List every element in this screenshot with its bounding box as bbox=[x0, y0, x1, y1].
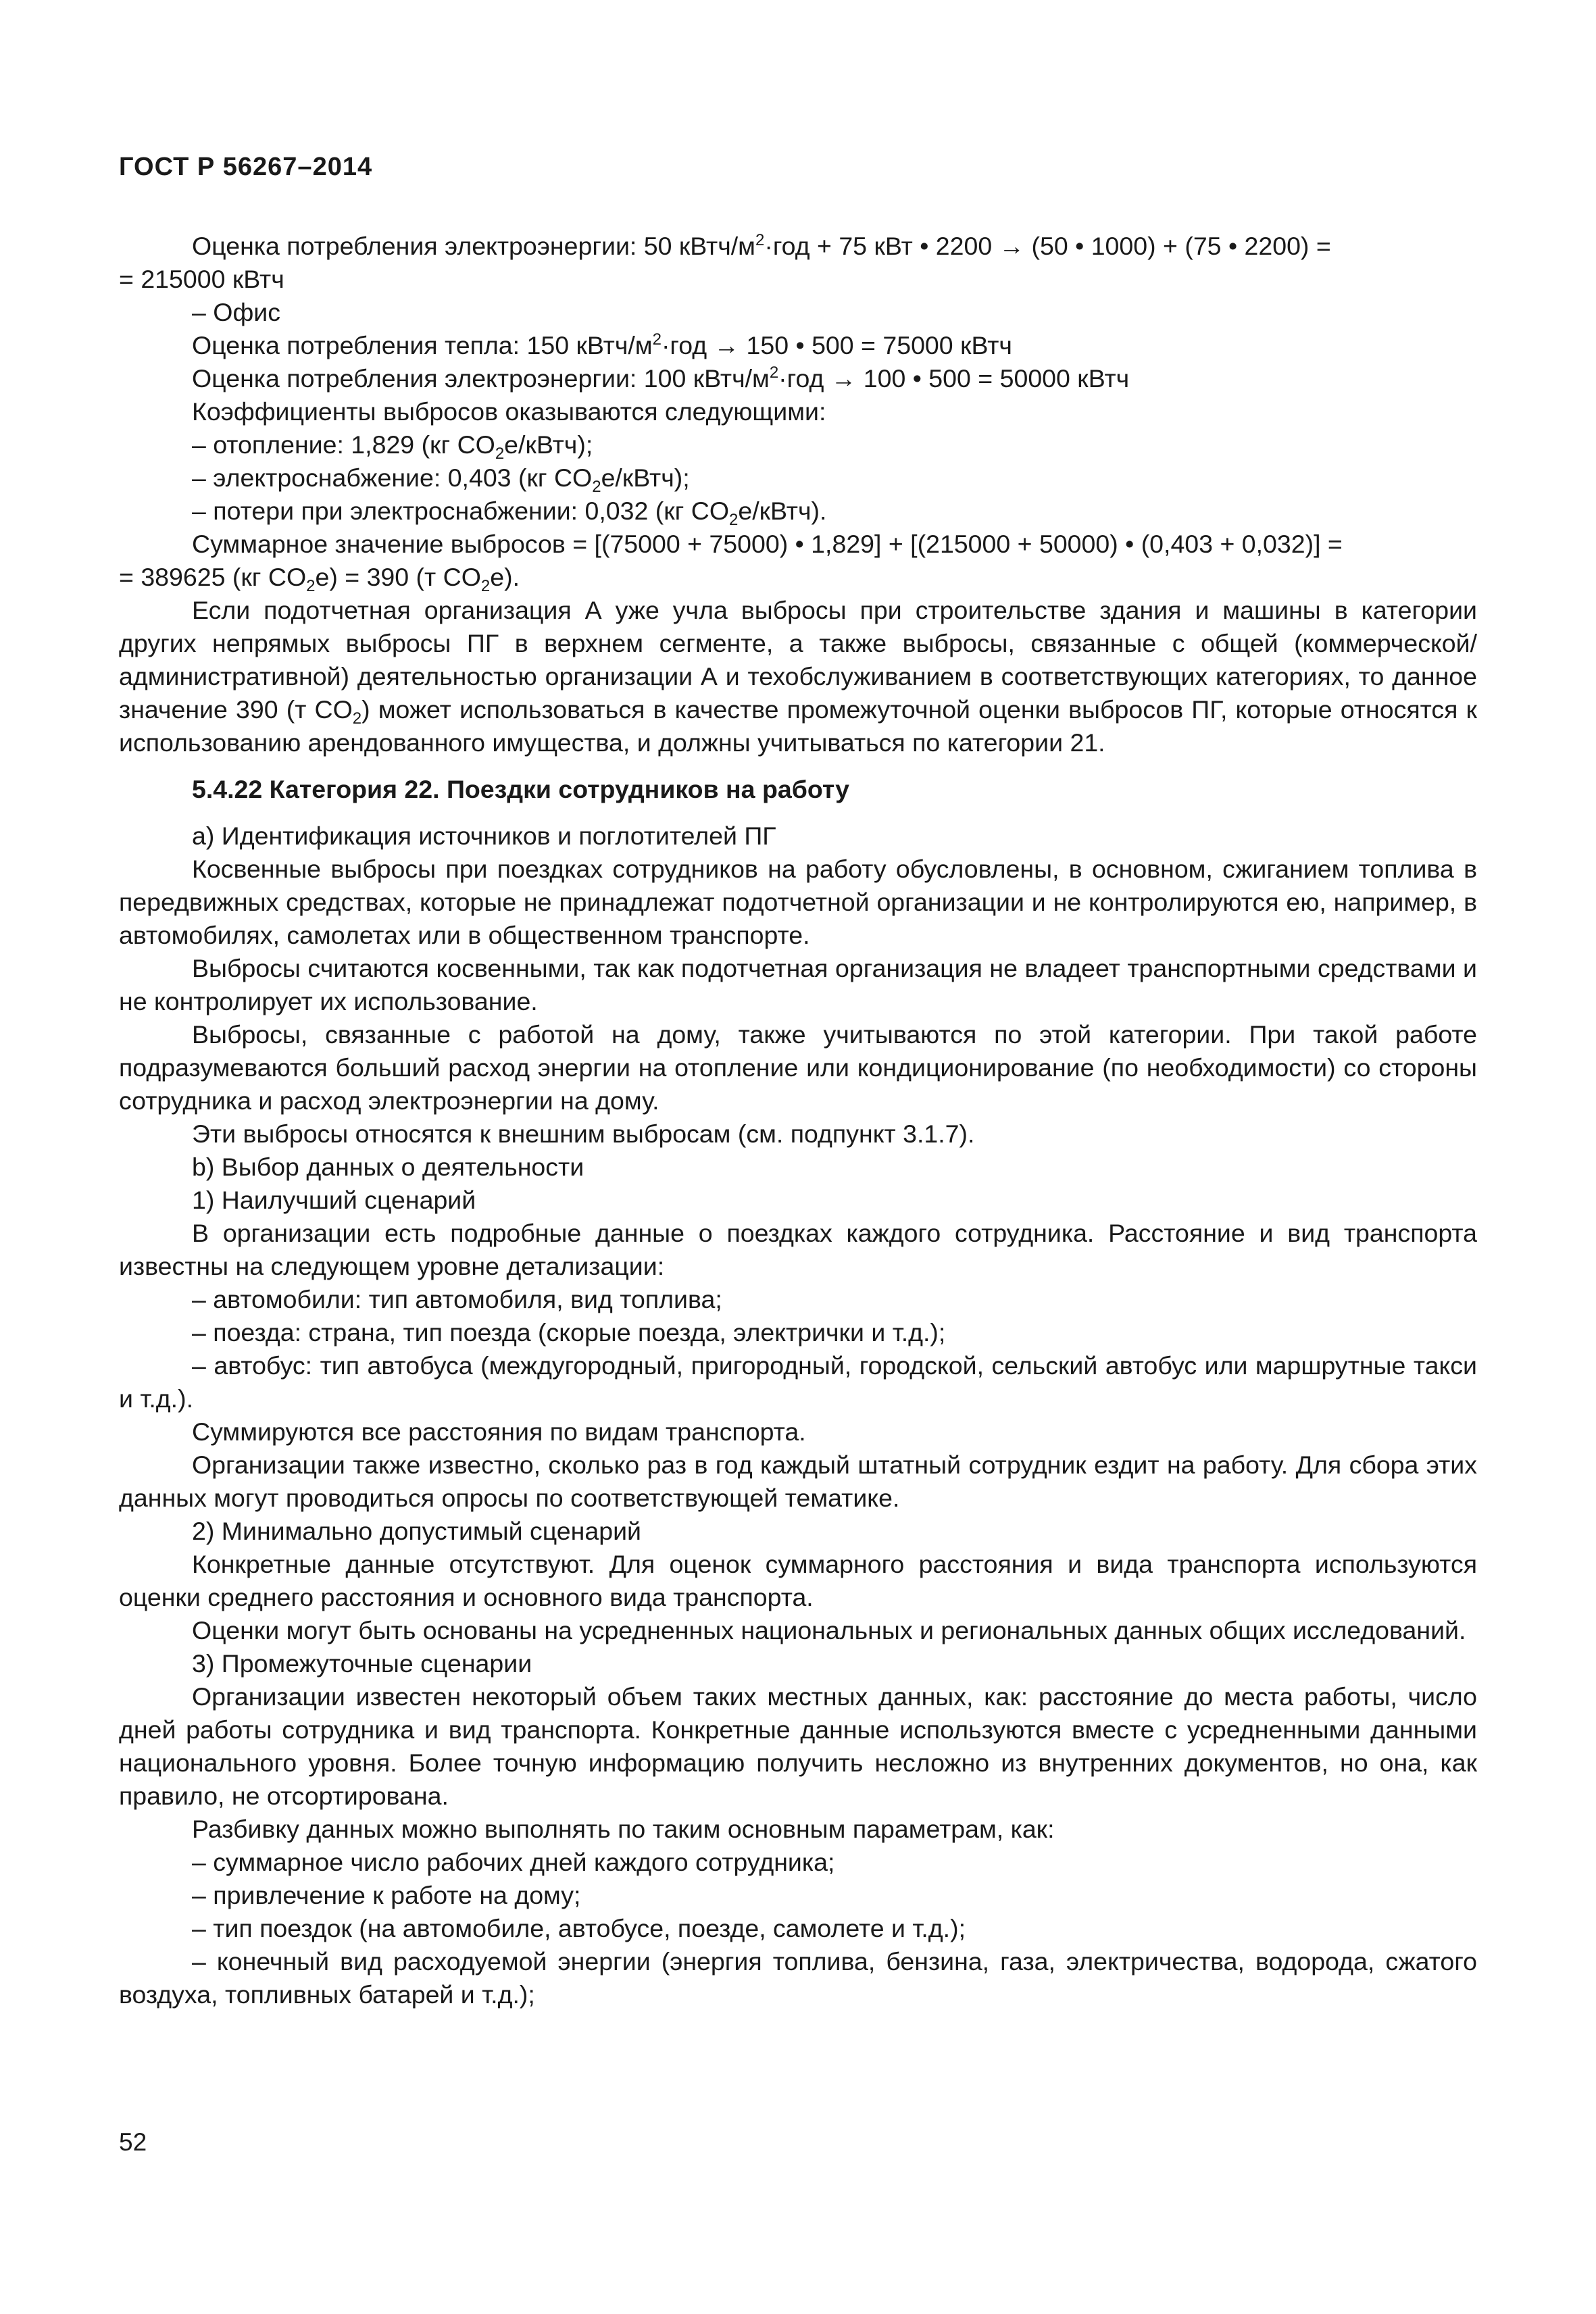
paragraph: Оценки могут быть основаны на усредненных национальных и региональных данных общих исследований. bbox=[192, 1616, 1466, 1644]
electricity-estimate-line: Оценка потребления электроэнергии: 50 кВтч/$м^2\cdot год + 75$ кВт • 2200 → (50 • 1000) + (75 • 2200) = = 215000 кВтч bbox=[119, 231, 1331, 293]
section-heading: 5.4.22 Категория 22. Поездки сотрудников на работу bbox=[192, 775, 850, 803]
list-item: – привлечение к работе на дому; bbox=[192, 1881, 581, 1909]
subsection-a: а) Идентификация источников и поглотителей ПГ bbox=[192, 822, 776, 850]
paragraph: В организации есть подробные данные о поездках каждого сотрудника. Расстояние и вид транспорта известны на следующем уровне детализации: bbox=[119, 1219, 1477, 1280]
coef-electricity: – электроснабжение: 0,403 (кг $CO_2e/кВтч$); bbox=[192, 463, 690, 496]
list-item: – тип поездок (на автомобиле, автобусе, поезде, самолете и т.д.); bbox=[192, 1914, 966, 1942]
paragraph: Разбивку данных можно выполнять по таким основным параметрам, как: bbox=[192, 1815, 1055, 1843]
heat-estimate-line: Оценка потребления тепла: 150 кВтч/$м^2\cdot год \to 150$ • 500 = 75000 кВтч bbox=[192, 330, 1012, 359]
document-code: ГОСТ Р 56267–2014 bbox=[119, 153, 373, 181]
paragraph: Выбросы считаются косвенными, так как подотчетная организация не владеет транспортными средствами и не контролирует их использование. bbox=[119, 954, 1477, 1015]
scenario-heading: 1) Наилучший сценарий bbox=[192, 1186, 476, 1214]
scenario-heading: 2) Минимально допустимый сценарий bbox=[192, 1517, 641, 1545]
paragraph: Косвенные выбросы при поездках сотрудников на работу обусловлены, в основном, сжиганием топлива в передвижных средствах, которые не принадлежат подотчетной организации и не контролируются ею, например, в автомобилях, самолетах или в общественном транспорте. bbox=[119, 855, 1477, 949]
office-label: – Офис bbox=[192, 298, 280, 326]
coef-losses: – потери при электроснабжении: 0,032 (кг $CO_2e/кВтч$). bbox=[192, 497, 827, 529]
paragraph: Выбросы, связанные с работой на дому, также учитываются по этой категории. При такой работе подразумеваются больший расход энергии на отопление или кондиционирование (по необходимости) со стороны сотрудника и расход электроэнергии на дому. bbox=[119, 1020, 1477, 1115]
paragraph: Организации также известно, сколько раз в год каждый штатный сотрудник ездит на работу. Для сбора этих данных могут проводиться опросы по соответствующей тематике. bbox=[119, 1451, 1477, 1512]
list-item: – автобус: тип автобуса (междугородный, пригородный, городской, сельский автобус или маршрутные такси и т.д.). bbox=[119, 1351, 1477, 1413]
coef-heating: – отопление: 1,829 (кг $CO_2e/кВтч$); bbox=[192, 430, 593, 463]
list-item: – автомобили: тип автомобиля, вид топлива; bbox=[192, 1285, 722, 1313]
paragraph: Организации известен некоторый объем таких местных данных, как: расстояние до места работы, число дней работы сотрудника и вид транспорта. Конкретные данные используются вместе с усредненными данными национального уровня. Более точную информацию получить несложно из внутренних документов, но она, как правило, не отсортирована. bbox=[119, 1682, 1477, 1810]
organization-a-paragraph: Если подотчетная организация А уже учла выбросы при строительстве здания и машины в категории других непрямых выбросы ПГ в верхнем сегменте, а также выбросы, связанные с общей (коммерческой/административной) деятельностью организации А и техобслуживанием в соответствующих категориях, то данное значение 390 (т $CO_2$) может использоваться в качестве промежуточной оценки выбросов ПГ, которые относятся к использованию арендованного имущества, и должны учитываться по категории 21. bbox=[119, 596, 1478, 757]
list-item: – конечный вид расходуемой энергии (энергия топлива, бензина, газа, электричества, водорода, сжатого воздуха, топливных батарей и т.д.); bbox=[119, 1947, 1477, 2009]
coefficients-intro: Коэффициенты выбросов оказываются следующими: bbox=[192, 397, 826, 426]
paragraph: Суммируются все расстояния по видам транспорта. bbox=[192, 1417, 806, 1446]
page-body bbox=[119, 230, 1477, 2011]
paragraph: Конкретные данные отсутствуют. Для оценок суммарного расстояния и вида транспорта используются оценки среднего расстояния и основного вида транспорта. bbox=[119, 1550, 1477, 1611]
subsection-b: b) Выбор данных о деятельности bbox=[192, 1153, 584, 1181]
total-emissions-formula: Суммарное значение выбросов = [(75000 + 75000) • 1,829] + [(215000 + 50000) • (0,403 + 0,032)] = = 389625 (кг $CO_2e) = 390$ (т $CO_2e$). bbox=[119, 530, 1343, 595]
list-item: – суммарное число рабочих дней каждого сотрудника; bbox=[192, 1848, 835, 1876]
office-electricity-line: Оценка потребления электроэнергии: 100 кВтч/$м^2\cdot год \to 100$ • 500 = 50000 кВтч bbox=[192, 363, 1130, 393]
page-number: 52 bbox=[119, 2128, 147, 2156]
scenario-heading: 3) Промежуточные сценарии bbox=[192, 1649, 532, 1678]
paragraph: Эти выбросы относятся к внешним выбросам (см. подпункт 3.1.7). bbox=[192, 1120, 975, 1148]
list-item: – поезда: страна, тип поезда (скорые поезда, электрички и т.д.); bbox=[192, 1318, 946, 1347]
